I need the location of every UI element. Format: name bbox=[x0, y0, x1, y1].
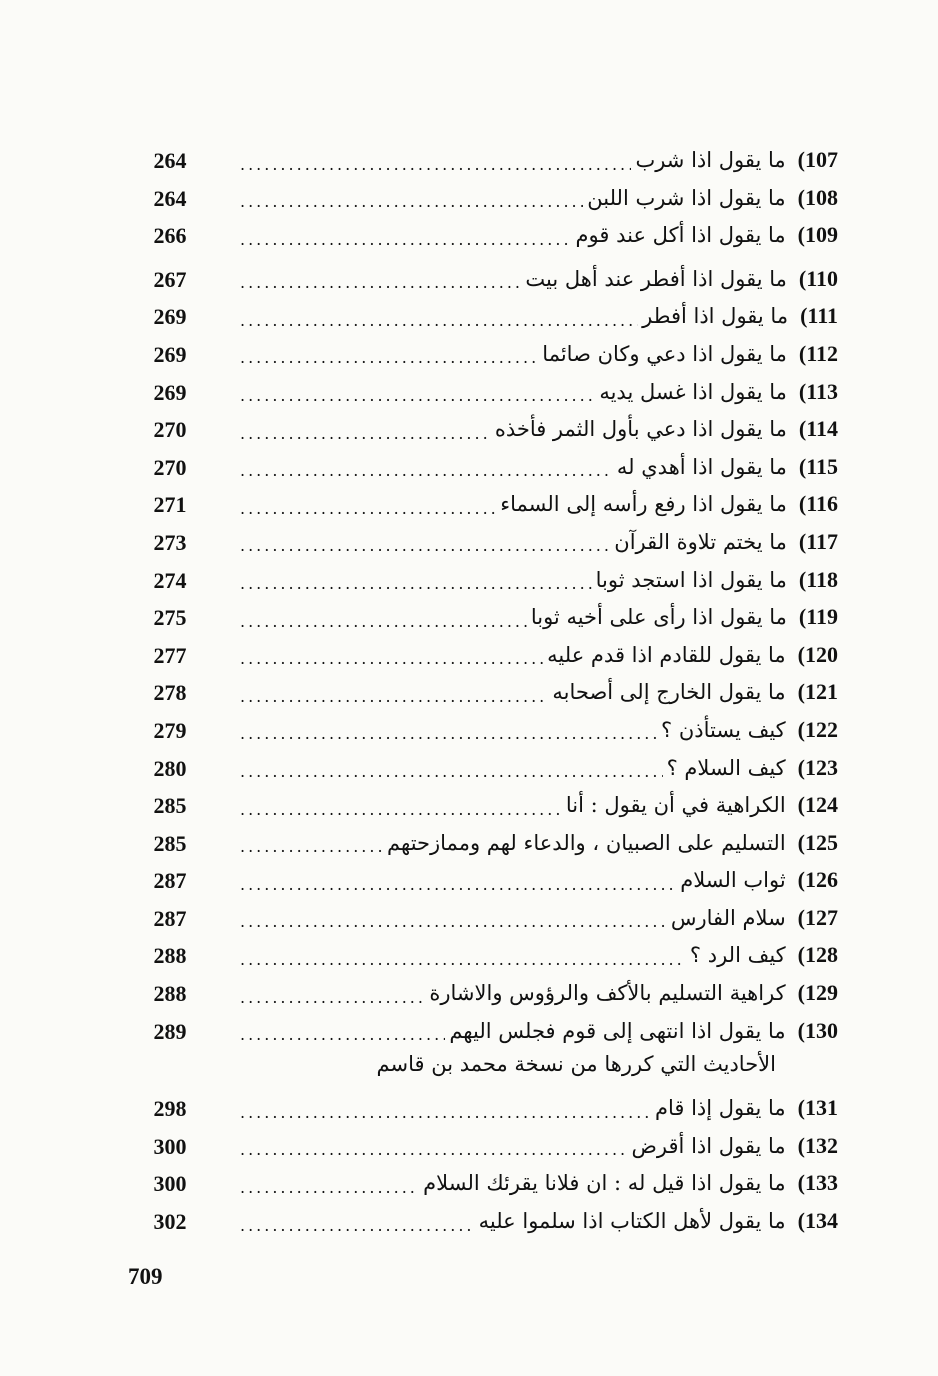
dot-leader bbox=[240, 184, 583, 211]
dot-leader bbox=[240, 641, 543, 668]
dot-leader bbox=[240, 528, 610, 555]
toc-entry bbox=[0, 298, 938, 336]
toc-entry bbox=[0, 1128, 938, 1166]
toc-entry-title: كيف الرد ؟ bbox=[689, 943, 786, 968]
toc-page-number: 264 bbox=[153, 185, 187, 211]
toc-entry-text bbox=[240, 1013, 838, 1049]
toc-entry-text bbox=[240, 1128, 838, 1164]
toc-entry-number: 119) bbox=[798, 604, 838, 630]
toc-entry-text bbox=[240, 750, 838, 786]
toc-entry-text bbox=[240, 937, 838, 973]
toc-page-number: 274 bbox=[153, 567, 187, 593]
toc-page-number: 270 bbox=[153, 417, 187, 443]
toc-entry-title: كراهية التسليم بالأكف والرؤوس والاشارة bbox=[429, 981, 786, 1006]
toc-page-number: 287 bbox=[153, 905, 187, 931]
toc-entry bbox=[0, 975, 938, 1013]
toc-entry-number: 131) bbox=[797, 1095, 838, 1121]
toc-entry-number: 116) bbox=[798, 491, 838, 517]
toc-page-number: 273 bbox=[153, 529, 187, 555]
toc-entry-number: 125) bbox=[797, 829, 838, 855]
toc-page-number: 270 bbox=[153, 454, 187, 480]
toc-entry-title: كيف يستأذن ؟ bbox=[661, 717, 786, 742]
toc-entry-number: 122) bbox=[797, 716, 838, 742]
toc-entry-text bbox=[240, 217, 838, 253]
dot-leader bbox=[240, 604, 527, 631]
toc-entry-text bbox=[240, 411, 838, 447]
dot-leader bbox=[240, 1170, 419, 1197]
toc-page-number: 275 bbox=[153, 605, 187, 631]
toc-entry-text bbox=[240, 900, 838, 936]
toc-entry bbox=[0, 1013, 938, 1051]
toc-entry-title: ما يقول اذا رفع رأسه إلى السماء bbox=[500, 492, 787, 517]
toc-entry bbox=[0, 599, 938, 637]
toc-entry bbox=[0, 937, 938, 975]
toc-entry bbox=[0, 825, 938, 863]
toc-entry-number: 118) bbox=[798, 566, 838, 592]
toc-entry-title: ما يقول اذا استجد ثوبا bbox=[595, 567, 787, 592]
dot-leader bbox=[240, 942, 686, 969]
toc-entry-title: سلام الفارس bbox=[670, 905, 786, 930]
dot-leader bbox=[240, 378, 595, 405]
toc-entry-text bbox=[240, 374, 838, 410]
toc-entry-text bbox=[240, 599, 838, 635]
toc-entry-text bbox=[240, 524, 838, 560]
toc-entry-text bbox=[240, 449, 838, 485]
toc-page-number: 269 bbox=[153, 304, 187, 330]
dot-leader bbox=[240, 867, 676, 894]
toc-entry bbox=[0, 712, 938, 750]
toc-entry-number: 134) bbox=[797, 1208, 838, 1234]
toc-entry-number: 129) bbox=[797, 980, 838, 1006]
dot-leader bbox=[240, 792, 562, 819]
table-of-contents bbox=[0, 142, 938, 1241]
toc-entry bbox=[0, 261, 938, 299]
toc-entry-number: 133) bbox=[797, 1170, 838, 1196]
toc-entry-title: ما يختم تلاوة القرآن bbox=[614, 529, 787, 554]
toc-entry-number: 128) bbox=[797, 942, 838, 968]
toc-page-number: 266 bbox=[153, 223, 187, 249]
dot-leader bbox=[240, 303, 638, 330]
toc-entry-number: 121) bbox=[797, 679, 838, 705]
toc-entry-text bbox=[240, 712, 838, 748]
toc-entry-title: ما يقول للقادم اذا قدم عليه bbox=[547, 642, 786, 667]
toc-entry-number: 117) bbox=[798, 528, 838, 554]
toc-entry-title: ما يقول الخارج إلى أصحابه bbox=[552, 680, 786, 705]
dot-leader bbox=[240, 566, 592, 593]
toc-entry-text bbox=[240, 862, 838, 898]
toc-page-number: 269 bbox=[153, 379, 187, 405]
toc-entry bbox=[0, 449, 938, 487]
toc-entry-text bbox=[240, 975, 838, 1011]
section-subheading bbox=[0, 1050, 938, 1090]
toc-entry-title: ما يقول اذا دعي بأول الثمر فأخذه bbox=[494, 417, 787, 442]
toc-entry-title: ما يقول اذا أكل عند قوم bbox=[575, 223, 786, 248]
toc-page-number: 280 bbox=[153, 755, 187, 781]
toc-entry bbox=[0, 862, 938, 900]
toc-page-number: 264 bbox=[153, 148, 187, 173]
toc-entry-number: 108) bbox=[797, 184, 838, 210]
toc-entry bbox=[0, 787, 938, 825]
toc-page-number: 285 bbox=[153, 793, 187, 819]
toc-entry-title: ما يقول إذا قام bbox=[654, 1096, 786, 1121]
toc-entry-title: ما يقول اذا غسل يديه bbox=[599, 379, 787, 404]
toc-entry bbox=[0, 900, 938, 938]
toc-entry-title: التسليم على الصبيان ، والدعاء لهم وممازحتهم bbox=[387, 830, 786, 855]
toc-page-number: 298 bbox=[153, 1096, 187, 1122]
toc-entry-text bbox=[240, 637, 838, 673]
toc-entry-number: 123) bbox=[797, 754, 838, 780]
toc-entry-text bbox=[240, 336, 838, 372]
toc-page-number: 287 bbox=[153, 868, 187, 894]
subheading-text: الأحاديث التي كررها من نسخة محمد بن قاسم bbox=[376, 1052, 776, 1077]
toc-entry bbox=[0, 1165, 938, 1203]
toc-entry bbox=[0, 411, 938, 449]
toc-page-number: 278 bbox=[153, 680, 187, 706]
toc-entry-title: ما يقول اذا انتهى إلى قوم فجلس اليهم bbox=[449, 1018, 786, 1043]
toc-entry-number: 114) bbox=[798, 416, 838, 442]
toc-entry-number: 132) bbox=[797, 1132, 838, 1158]
toc-page-number: 302 bbox=[153, 1209, 187, 1235]
dot-leader bbox=[240, 1208, 475, 1235]
toc-entry-title: ثواب السلام bbox=[680, 868, 786, 893]
toc-page-number: 288 bbox=[153, 981, 187, 1007]
toc-page-number: 279 bbox=[153, 717, 187, 743]
dot-leader bbox=[240, 222, 572, 249]
toc-entry-text bbox=[240, 825, 838, 861]
toc-entry-title: ما يقول اذا أفطر عند أهل بيت bbox=[525, 266, 787, 291]
toc-page-number: 300 bbox=[153, 1133, 187, 1159]
toc-page-number: 267 bbox=[153, 266, 187, 292]
toc-entry bbox=[0, 524, 938, 562]
toc-entry bbox=[0, 674, 938, 712]
toc-entry bbox=[0, 750, 938, 788]
toc-entry-title: ما يقول اذا شرب اللبن bbox=[587, 185, 786, 210]
dot-leader bbox=[240, 679, 548, 706]
toc-entry-number: 124) bbox=[797, 792, 838, 818]
toc-entry-text bbox=[240, 298, 838, 334]
dot-leader bbox=[240, 340, 538, 367]
toc-entry-text bbox=[240, 562, 838, 598]
toc-entry bbox=[0, 180, 938, 218]
toc-page-number: 289 bbox=[153, 1018, 187, 1044]
toc-entry-title: ما يقول اذا أهدي له bbox=[616, 454, 787, 479]
dot-leader bbox=[240, 491, 496, 518]
toc-entry bbox=[0, 217, 938, 255]
dot-leader bbox=[240, 1095, 651, 1122]
toc-entry-number: 113) bbox=[798, 378, 838, 404]
toc-entry-title: ما يقول اذا قيل له : ان فلانا يقرئك السلام bbox=[423, 1171, 786, 1196]
toc-entry-text bbox=[240, 787, 838, 823]
toc-entry-text bbox=[240, 1203, 838, 1239]
toc-entry-number: 112) bbox=[798, 340, 838, 366]
toc-entry-title: ما يقول اذا دعي وكان صائما bbox=[542, 341, 787, 366]
toc-entry-title: كيف السلام ؟ bbox=[666, 755, 786, 780]
toc-entry-number: 120) bbox=[797, 641, 838, 667]
toc-page-number: 300 bbox=[153, 1171, 187, 1197]
toc-entry-number: 115) bbox=[798, 453, 838, 479]
toc-page-number: 277 bbox=[153, 642, 187, 668]
toc-entry-text bbox=[240, 1165, 838, 1201]
toc-entry-text bbox=[240, 1090, 838, 1126]
dot-leader bbox=[240, 904, 667, 931]
toc-entry-title: الكراهية في أن يقول : أنا bbox=[565, 793, 786, 818]
toc-entry-text bbox=[240, 142, 838, 178]
dot-leader bbox=[240, 980, 425, 1007]
toc-entry bbox=[0, 1203, 938, 1241]
toc-entry-text bbox=[240, 261, 838, 297]
toc-entry-title: ما يقول اذا أفطر bbox=[642, 304, 789, 329]
dot-leader bbox=[240, 716, 657, 743]
toc-entry-number: 111) bbox=[800, 303, 838, 329]
toc-page-number: 288 bbox=[153, 943, 187, 969]
toc-page-number: 269 bbox=[153, 341, 187, 367]
toc-entry-number: 110) bbox=[798, 265, 838, 291]
dot-leader bbox=[240, 1132, 628, 1159]
toc-page-number: 285 bbox=[153, 830, 187, 856]
dot-leader bbox=[240, 265, 521, 292]
toc-entry-title: ما يقول لأهل الكتاب اذا سلموا عليه bbox=[478, 1209, 786, 1234]
toc-entry-number: 126) bbox=[797, 867, 838, 893]
toc-entry-number: 109) bbox=[797, 222, 838, 248]
dot-leader bbox=[240, 147, 631, 174]
toc-entry bbox=[0, 486, 938, 524]
toc-entry bbox=[0, 562, 938, 600]
toc-entry-title: ما يقول اذا أقرض bbox=[631, 1133, 786, 1158]
toc-entry bbox=[0, 336, 938, 374]
toc-page-number: 271 bbox=[153, 492, 187, 518]
dot-leader bbox=[240, 829, 383, 856]
dot-leader bbox=[240, 754, 663, 781]
toc-entry-number: 130) bbox=[797, 1017, 838, 1043]
toc-entry-number: 107) bbox=[797, 147, 838, 172]
toc-entry-text bbox=[240, 180, 838, 216]
toc-entry bbox=[0, 1090, 938, 1128]
toc-entry bbox=[0, 374, 938, 412]
toc-entry-title: ما يقول اذا شرب bbox=[635, 148, 786, 172]
toc-entry-text bbox=[240, 486, 838, 522]
toc-entry-title: ما يقول اذا رأى على أخيه ثوبا bbox=[530, 605, 787, 630]
toc-entry bbox=[0, 142, 938, 180]
page-number: 709 bbox=[128, 1264, 163, 1289]
toc-entry-number: 127) bbox=[797, 904, 838, 930]
dot-leader bbox=[240, 416, 491, 443]
toc-entry-text bbox=[240, 674, 838, 710]
toc-entry bbox=[0, 637, 938, 675]
dot-leader bbox=[240, 1017, 445, 1044]
dot-leader bbox=[240, 453, 613, 480]
